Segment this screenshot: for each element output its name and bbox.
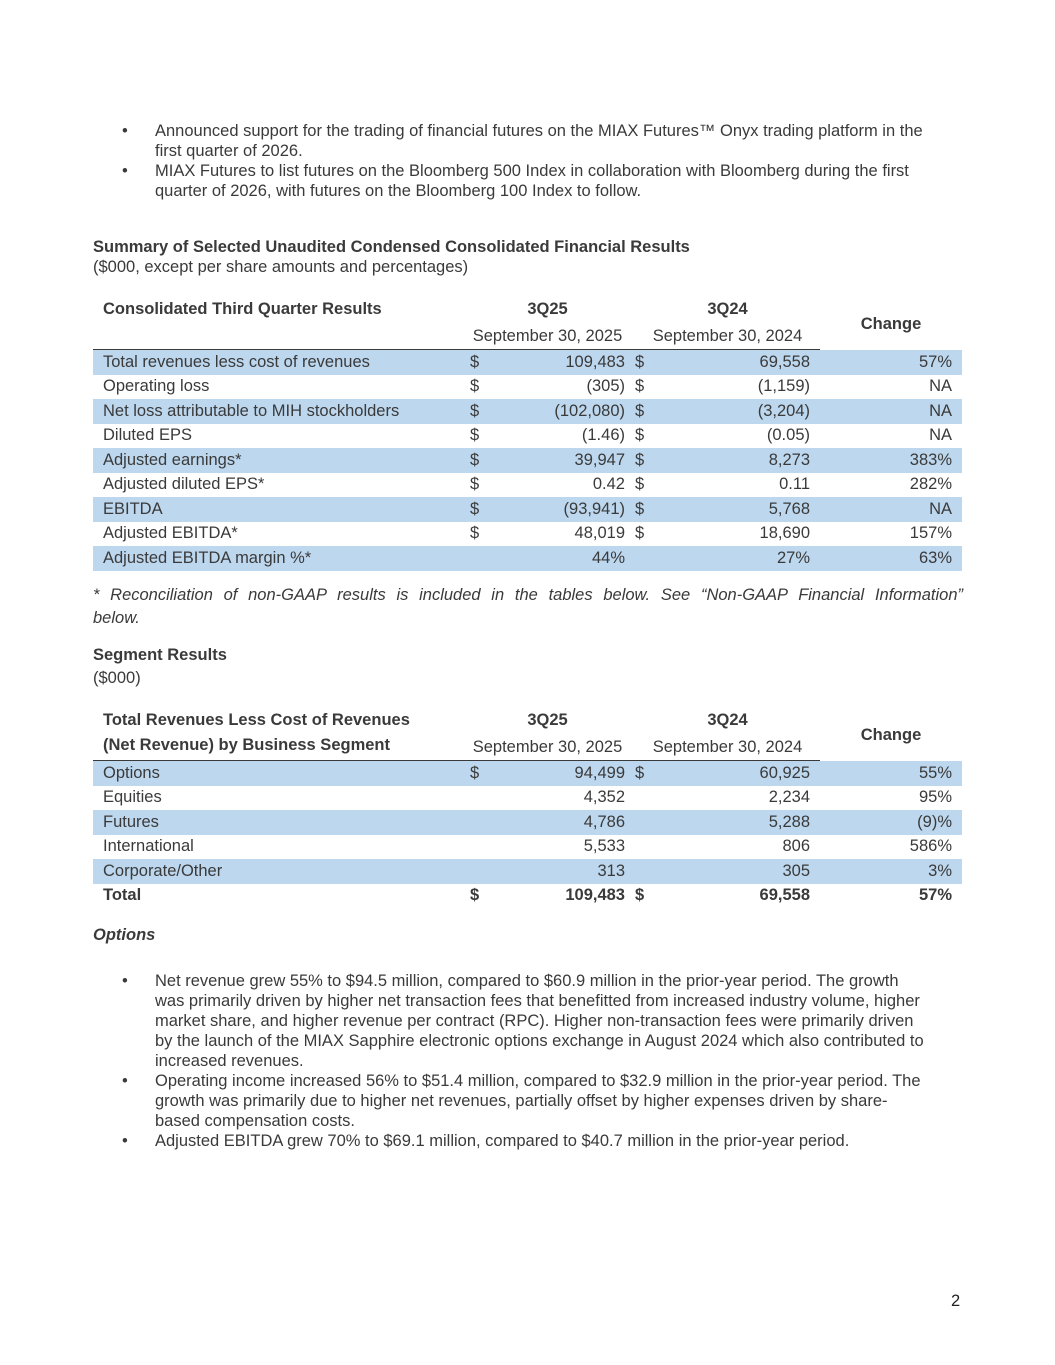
list-item: • Adjusted EBITDA grew 70% to $69.1 million, compared to $40.7 million in the prior-year period. — [122, 1132, 850, 1150]
table-row: International 5,533 806 586% — [103, 837, 952, 856]
table-row: EBITDA $ (93,941) $ 5,768 NA — [93, 497, 962, 522]
list-item: • Announced support for the trading of financial futures on the MIAX Futures™ Onyx trading platform in the first quarter of 2026. — [122, 122, 923, 160]
column-date-3q24: September 30, 2024 — [635, 325, 820, 350]
bullet-icon: • — [122, 1132, 128, 1150]
column-date-3q25: September 30, 2025 — [460, 325, 635, 350]
column-date-3q25: September 30, 2025 — [460, 736, 635, 761]
table-row: Adjusted EBITDA* $ 48,019 $ 18,690 157% — [103, 524, 952, 543]
segment-subtitle: ($000) — [93, 669, 141, 687]
column-header-3q24: 3Q24 — [707, 711, 748, 729]
non-gaap-footnote: * Reconciliation of non-GAAP results is included in the tables below. See “Non-GAAP Financial Information” below. — [93, 586, 963, 627]
column-header-3q25: 3Q25 — [527, 300, 568, 318]
summary-title: Summary of Selected Unaudited Condensed Consolidated Financial Results — [93, 238, 690, 256]
table-row: Net loss attributable to MIH stockholders $ (102,080) $ (3,204) NA — [93, 399, 962, 424]
table-row: Total revenues less cost of revenues $ 109,483 $ 69,558 57% — [93, 350, 962, 375]
column-header-change: Change — [860, 315, 922, 334]
column-header-3q25: 3Q25 — [527, 711, 568, 729]
bullet-icon: • — [122, 162, 128, 180]
summary-subtitle: ($000, except per share amounts and percentages) — [93, 258, 469, 276]
table-row: Operating loss $ (305) $ (1,159) NA — [103, 377, 952, 396]
list-item: • Operating income increased 56% to $51.4 million, compared to $32.9 million in the prior-year period. The growth was primarily due to higher net revenues, partially offset by higher expenses driven by share- based compensation costs. — [122, 1072, 921, 1130]
column-header-label: Consolidated Third Quarter Results — [103, 300, 382, 318]
table-row: Options $ 94,499 $ 60,925 55% — [93, 761, 962, 786]
page-number: 2 — [951, 1292, 961, 1310]
list-item: • MIAX Futures to list futures on the Bloomberg 500 Index in collaboration with Bloomberg during the first quarter of 2026, with futures on the Bloomberg 100 Index to follow. — [122, 162, 909, 200]
segment-title: Segment Results — [93, 646, 227, 664]
table-row: Diluted EPS $ (1.46) $ (0.05) NA — [103, 426, 952, 445]
column-header-3q24: 3Q24 — [707, 300, 748, 318]
column-header-label-line1: Total Revenues Less Cost of Revenues — [103, 711, 410, 729]
consolidated-results-table — [93, 300, 962, 571]
table-row-total: Total $ 109,483 $ 69,558 57% — [103, 886, 952, 905]
table-row: Adjusted EBITDA margin %* 44% 27% 63% — [93, 546, 962, 571]
options-section-title: Options — [93, 926, 156, 944]
table-row: Equities 4,352 2,234 95% — [103, 788, 952, 807]
table-row: Corporate/Other 313 305 3% — [93, 859, 962, 884]
table-row: Adjusted diluted EPS* $ 0.42 $ 0.11 282% — [103, 475, 952, 494]
segment-results-table — [93, 711, 962, 908]
intro-bullet-list — [93, 121, 963, 201]
list-item: • Net revenue grew 55% to $94.5 million, compared to $60.9 million in the prior-year period. The growth was primarily driven by higher net transaction fees that benefitted from increased industry volume, higher market share, and higher revenue per contract (RPC). Higher non-transaction fees were primarily driven by the launch of the MIAX Sapphire electronic options exchange in August 2024 which also contributed to increased revenues. — [122, 972, 924, 1070]
column-header-change: Change — [860, 726, 922, 745]
bullet-icon: • — [122, 972, 128, 990]
table-header-row — [93, 300, 962, 325]
column-header-label-line2: (Net Revenue) by Business Segment — [93, 736, 460, 761]
bullet-icon: • — [122, 1072, 128, 1090]
column-date-3q24: September 30, 2024 — [635, 736, 820, 761]
table-row: Adjusted earnings* $ 39,947 $ 8,273 383% — [93, 448, 962, 473]
table-header-row — [93, 711, 962, 736]
table-row: Futures 4,786 5,288 (9)% — [93, 810, 962, 835]
options-bullet-list — [93, 971, 963, 1151]
bullet-icon: • — [122, 122, 128, 140]
